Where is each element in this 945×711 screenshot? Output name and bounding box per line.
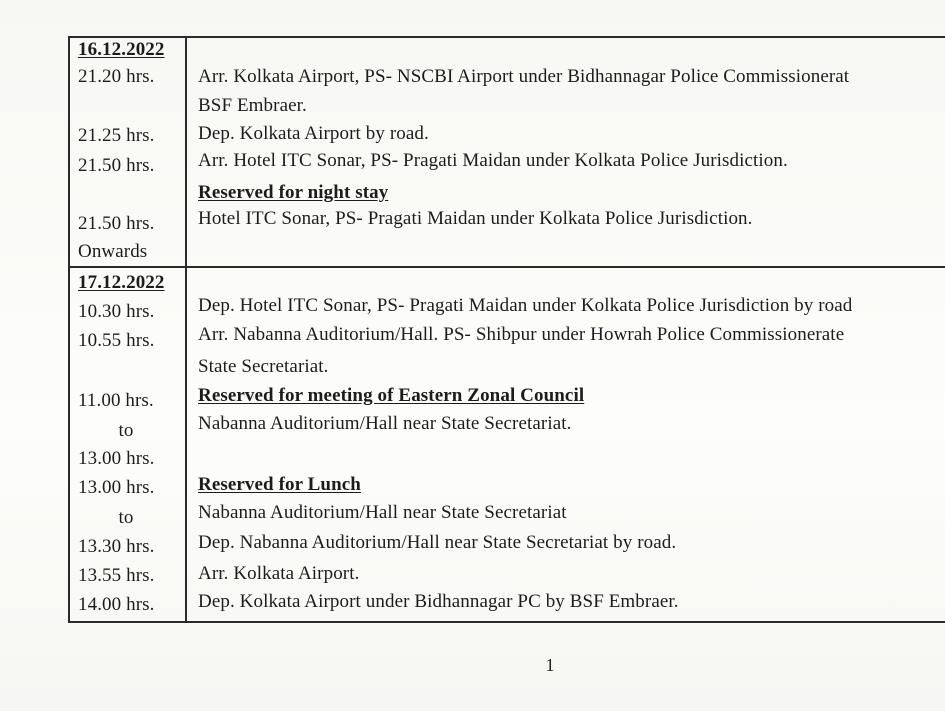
time-cell: Onwards [78, 241, 148, 262]
description-cell: Arr. Nabanna Auditorium/Hall. PS- Shibpur under Howrah Police Commissionerate [198, 324, 845, 345]
description-cell: Arr. Hotel ITC Sonar, PS- Pragati Maidan under Kolkata Police Jurisdiction. [198, 150, 788, 171]
time-cell: 13.30 hrs. [78, 536, 155, 557]
description-cell: Dep. Nabanna Auditorium/Hall near State Secretariat by road. [198, 532, 677, 553]
time-cell: 11.00 hrs. [78, 390, 154, 411]
description-cell: Dep. Hotel ITC Sonar, PS- Pragati Maidan under Kolkata Police Jurisdiction by road [198, 295, 853, 316]
section-heading: Reserved for Lunch [198, 474, 361, 495]
time-cell: 21.50 hrs. [78, 155, 155, 176]
time-cell: 10.55 hrs. [78, 330, 155, 351]
time-cell: to [118, 507, 134, 528]
day-divider [68, 266, 945, 268]
time-cell: to [118, 420, 134, 441]
time-cell: 14.00 hrs. [78, 594, 155, 615]
section-heading: Reserved for meeting of Eastern Zonal Council [198, 385, 585, 406]
description-cell: BSF Embraer. [198, 95, 307, 116]
section-heading: Reserved for night stay [198, 182, 389, 203]
date-heading: 17.12.2022 [78, 272, 165, 293]
description-cell: Hotel ITC Sonar, PS- Pragati Maidan under Kolkata Police Jurisdiction. [198, 208, 753, 229]
itinerary-table [68, 36, 945, 622]
description-cell: Arr. Kolkata Airport, PS- NSCBI Airport under Bidhannagar Police Commissionerat [198, 66, 850, 87]
description-cell: Dep. Kolkata Airport under Bidhannagar PC by BSF Embraer. [198, 591, 679, 612]
description-cell: State Secretariat. [198, 356, 329, 377]
time-cell: 13.00 hrs. [78, 477, 155, 498]
time-cell: 10.30 hrs. [78, 301, 155, 322]
table-bottom-border [68, 621, 945, 623]
description-cell: Nabanna Auditorium/Hall near State Secretariat. [198, 413, 572, 434]
table-top-border [68, 36, 945, 38]
description-cell: Dep. Kolkata Airport by road. [198, 123, 429, 144]
column-divider [185, 36, 187, 623]
table-left-border [68, 36, 70, 623]
time-cell: 21.50 hrs. [78, 213, 155, 234]
time-cell: 21.20 hrs. [78, 66, 155, 87]
date-heading: 16.12.2022 [78, 39, 165, 60]
time-cell: 13.55 hrs. [78, 565, 155, 586]
description-cell: Arr. Kolkata Airport. [198, 563, 360, 584]
page-number: 1 [545, 655, 555, 675]
description-cell: Nabanna Auditorium/Hall near State Secretariat [198, 502, 567, 523]
time-cell: 13.00 hrs. [78, 448, 155, 469]
time-cell: 21.25 hrs. [78, 125, 155, 146]
